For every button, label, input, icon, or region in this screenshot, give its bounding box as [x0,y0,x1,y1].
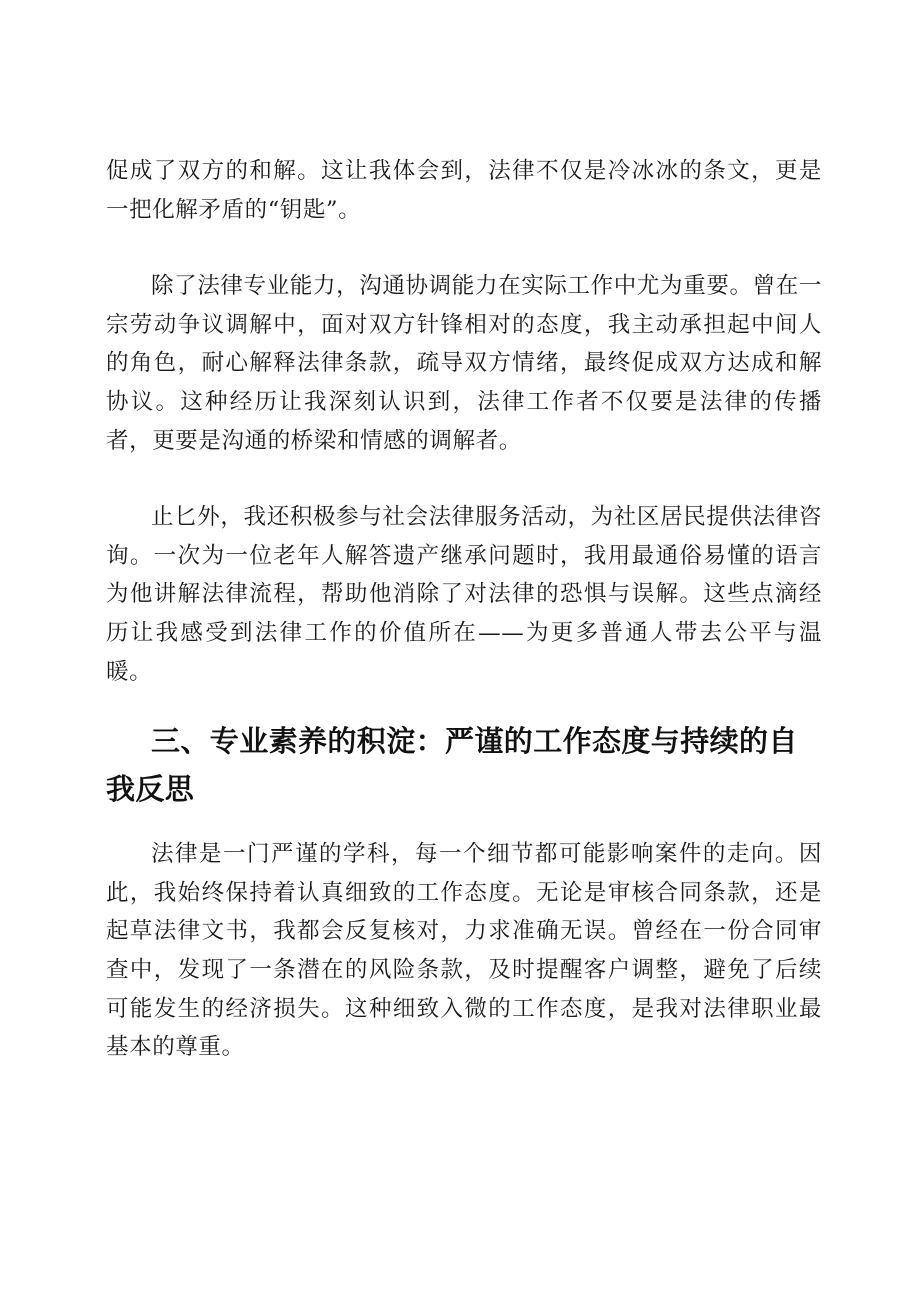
paragraph-rigorous-attitude: 法律是一门严谨的学科，每一个细节都可能影响案件的走向。因此，我始终保持着认真细致的工作态度。无论是审核合同条款，还是起草法律文书，我都会反复核对，力求准确无误。曾经在一份合同审查中，发现了一条潜在的风险条款，及时提醒客户调整，避免了后续可能发生的经济损失。这种细致入微的工作态度，是我对法律职业最基本的尊重。 [106,841,822,1061]
section-heading-3: 三、专业素养的积淀：严谨的工作态度与持续的自我反思 [106,724,798,807]
paragraph-continuation: 促成了双方的和解。这让我体会到，法律不仅是冷冰冰的条文，更是一把化解矛盾的“钥匙”。 [106,158,822,223]
document-body [106,152,822,1067]
paragraph-gap [106,460,822,498]
paragraph-communication: 除了法律专业能力，沟通协调能力在实际工作中尤为重要。曾在一宗劳动争议调解中，面对双方针锋相对的态度，我主动承担起中间人的角色，耐心解释法律条款，疏导双方情绪，最终促成双方达成和解协议。这种经历让我深刻认识到，法律工作者不仅要是法律的传播者，更要是沟通的桥梁和情感的调解者。 [106,273,822,454]
paragraph-gap [106,229,822,267]
paragraph-community-service: 止匕外，我还积极参与社会法律服务活动，为社区居民提供法律咨询。一次为一位老年人解答遗产继承问题时，我用最通俗易懂的语言为他讲解法律流程，帮助他消除了对法律的恐惧与误解。这些点滴经历让我感受到法律工作的价值所在——为更多普通人带去公平与温暖。 [106,504,822,685]
section-gap [106,813,822,835]
section-gap [106,691,822,717]
